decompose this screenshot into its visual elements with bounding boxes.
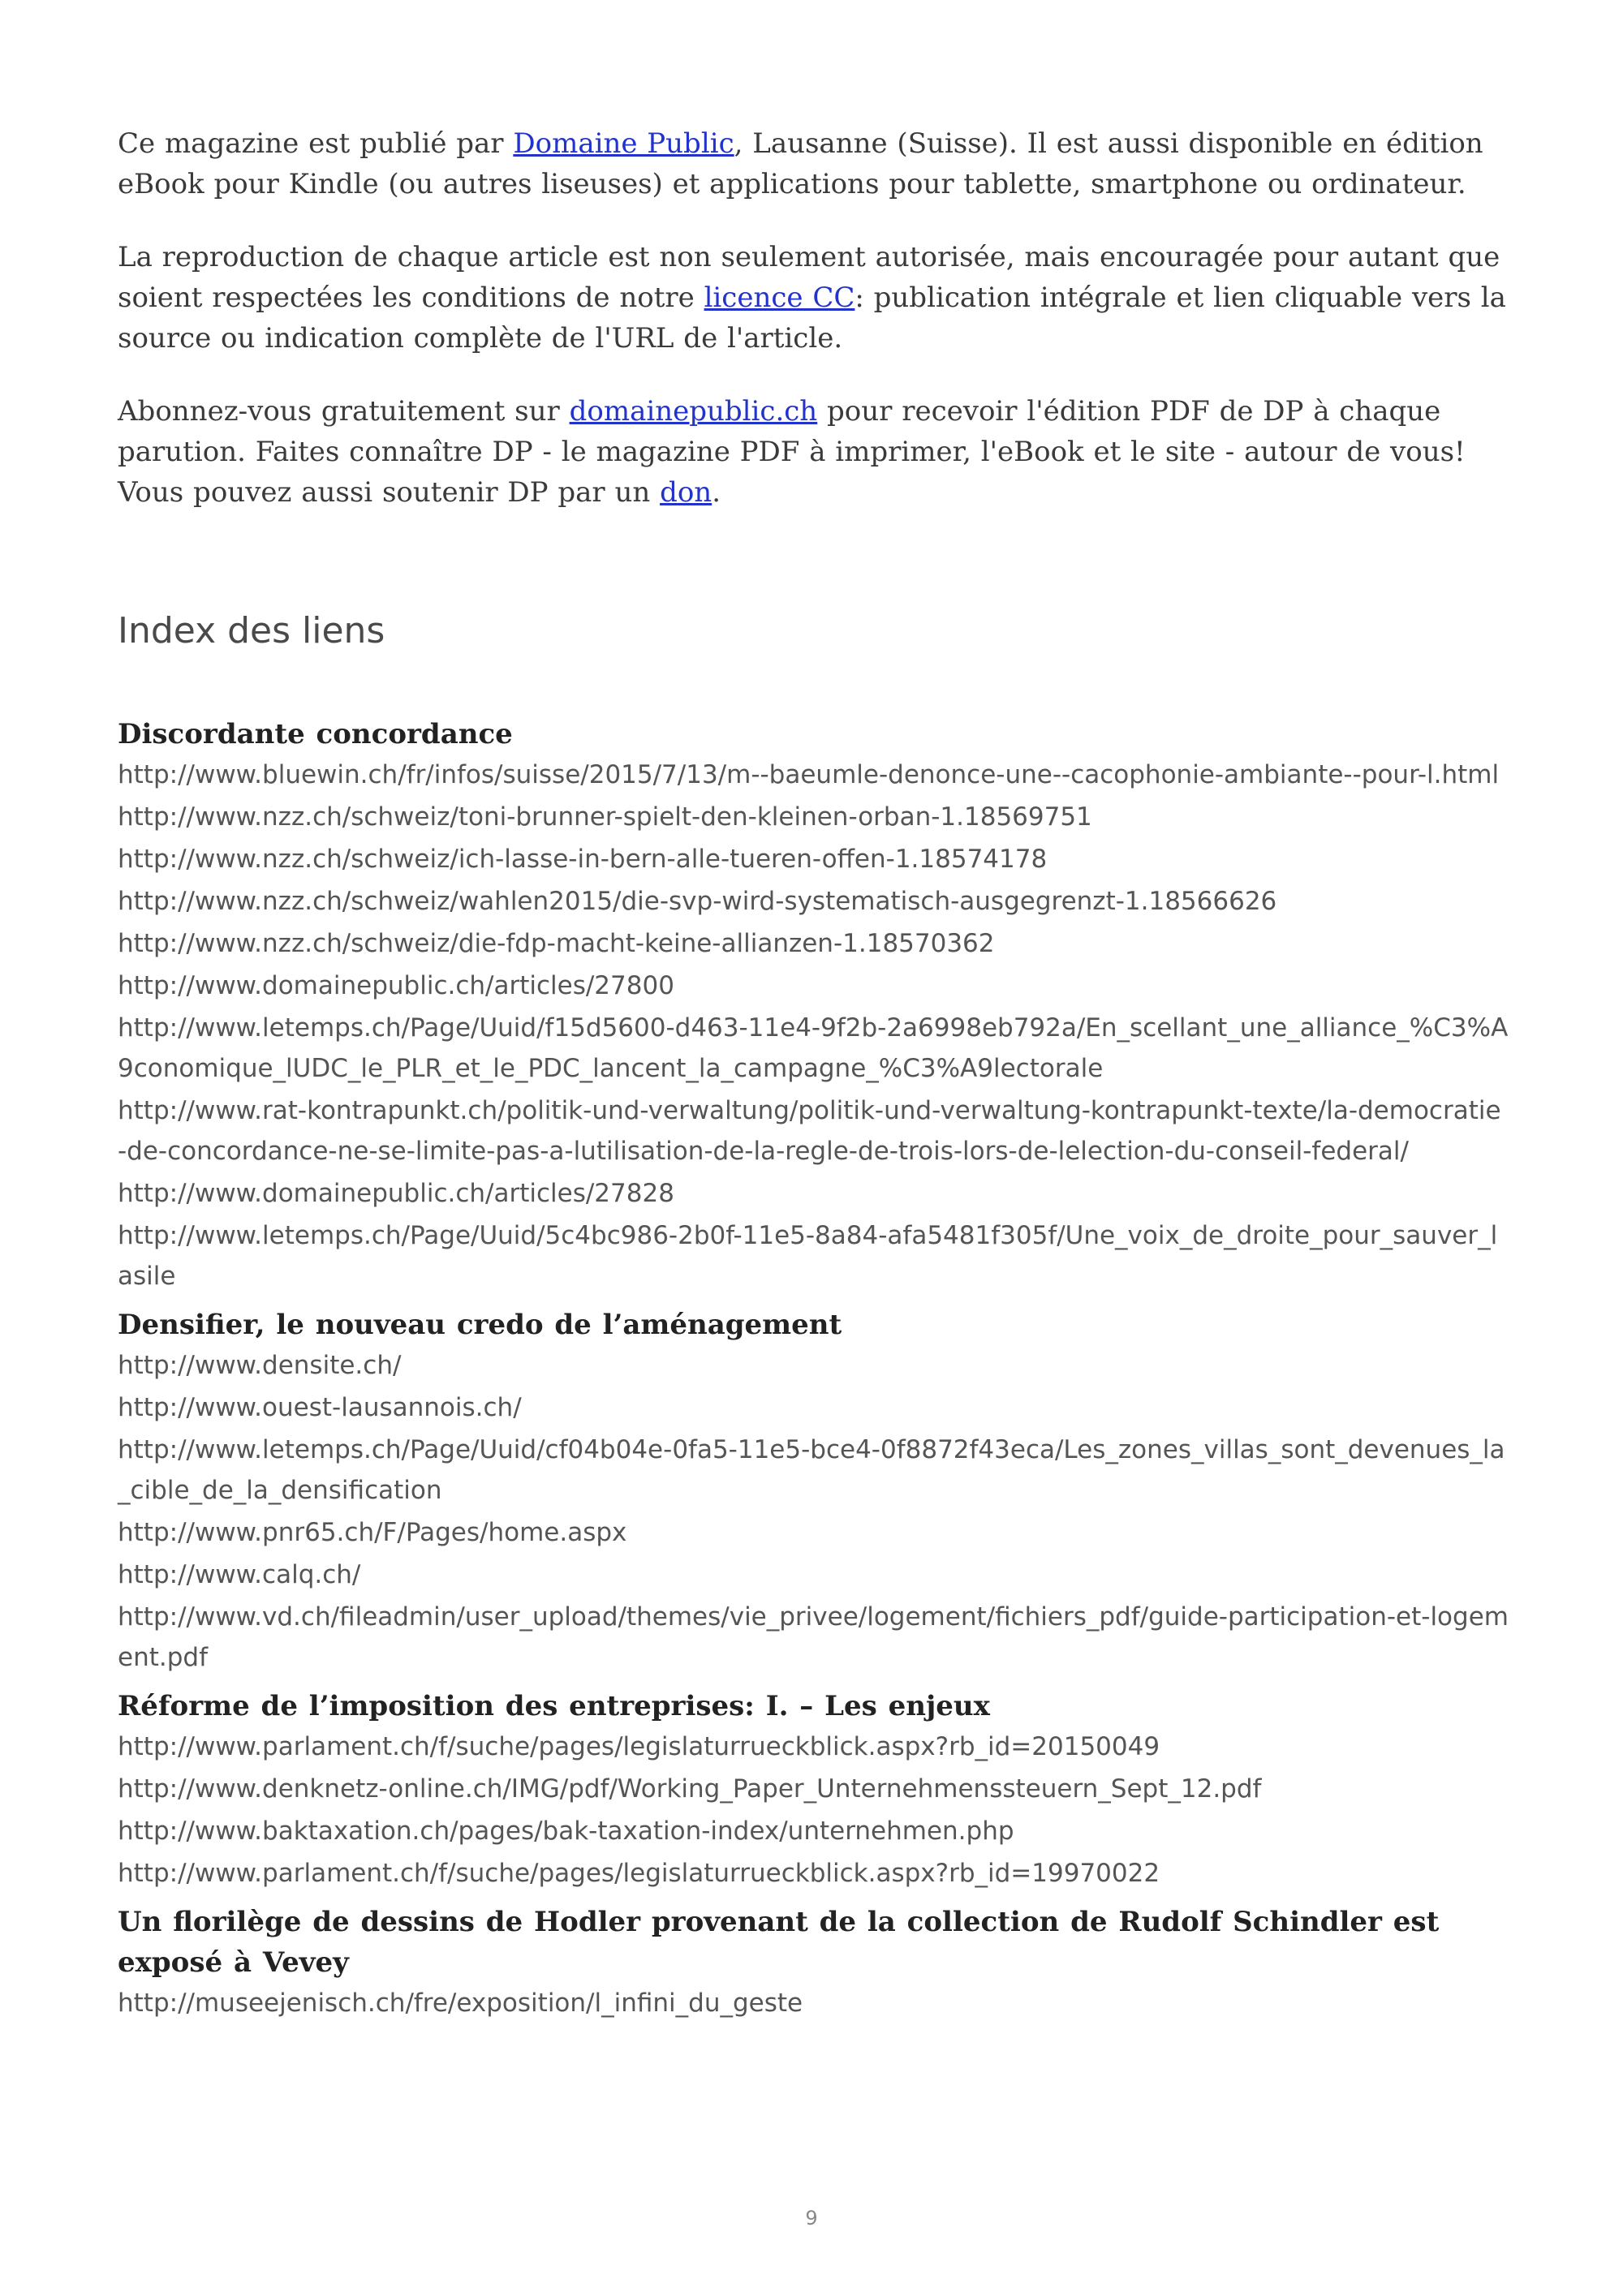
paragraph-text: .: [712, 476, 721, 509]
link-url[interactable]: http://www.parlament.ch/f/suche/pages/legislaturrueckblick.aspx?rb_id=20150049: [118, 1732, 1160, 1761]
link-index: [118, 714, 1509, 2023]
licence-cc-link[interactable]: licence CC: [704, 282, 855, 314]
paragraph-text: : publication intégrale et lien cliquable vers la source ou indication complète de l'URL de l'article.: [118, 282, 1506, 355]
paragraph-text: Ce magazine est publié par: [118, 127, 514, 160]
intro-paragraph-subscribe: [118, 391, 1509, 513]
link-url[interactable]: http://www.nzz.ch/schweiz/die-fdp-macht-keine-allianzen-1.18570362: [118, 929, 995, 958]
domaine-public-link[interactable]: Domaine Public: [513, 127, 734, 160]
section-title: Discordante concordance: [118, 718, 513, 750]
link-url[interactable]: http://www.domainepublic.ch/articles/27828: [118, 1179, 674, 1208]
link-url[interactable]: http://www.parlament.ch/f/suche/pages/legislaturrueckblick.aspx?rb_id=19970022: [118, 1859, 1160, 1888]
link-list: [118, 1983, 1509, 2023]
paragraph-text: pour recevoir l'édition PDF de DP à chaque parution. Faites connaître DP - le magazine PDF à imprimer, l'eBook et le site - autour de vous! Vous pouvez aussi soutenir DP par un: [118, 395, 1466, 509]
link-url[interactable]: http://www.baktaxation.ch/pages/bak-taxation-index/unternehmen.php: [118, 1817, 1014, 1846]
link-url[interactable]: http://www.letemps.ch/Page/Uuid/cf04b04e-0fa5-11e5-bce4-0f8872f43eca/Les_zones_villas_sont_devenues_la_cible_de_la_densification: [118, 1435, 1505, 1505]
link-url[interactable]: http://www.bluewin.ch/fr/infos/suisse/2015/7/13/m--baeumle-denonce-une--cacophonie-ambiante--pour-l.html: [118, 760, 1500, 789]
section-title: Réforme de l’imposition des entreprises: I. – Les enjeux: [118, 1690, 990, 1722]
donation-link[interactable]: don: [660, 476, 712, 509]
page-number: 9: [805, 2207, 818, 2229]
link-section: [118, 1305, 1509, 1678]
link-list: [118, 1726, 1509, 1894]
link-section: [118, 1686, 1509, 1894]
link-url[interactable]: http://www.calq.ch/: [118, 1560, 361, 1589]
link-list: [118, 1345, 1509, 1678]
index-heading: Index des liens: [118, 610, 385, 651]
section-title: Densifier, le nouveau credo de l’aménagement: [118, 1309, 842, 1341]
intro-paragraph-license: [118, 237, 1509, 359]
link-section: [118, 714, 1509, 1296]
link-url[interactable]: http://www.vd.ch/fileadmin/user_upload/themes/vie_privee/logement/fichiers_pdf/guide-participation-et-logement.pdf: [118, 1602, 1509, 1672]
link-url[interactable]: http://www.domainepublic.ch/articles/27800: [118, 971, 674, 1000]
section-title: Un florilège de dessins de Hodler provenant de la collection de Rudolf Schindler est exposé à Vevey: [118, 1906, 1440, 1979]
link-url[interactable]: http://museejenisch.ch/fre/exposition/l_infini_du_geste: [118, 1989, 803, 2018]
link-url[interactable]: http://www.denknetz-online.ch/IMG/pdf/Working_Paper_Unternehmenssteuern_Sept_12.pdf: [118, 1774, 1262, 1804]
paragraph-text: , Lausanne (Suisse). Il est aussi disponible en édition eBook pour Kindle (ou autres liseuses) et applications pour tablette, smartphone ou ordinateur.: [118, 127, 1483, 200]
paragraph-text: La reproduction de chaque article est non seulement autorisée, mais encouragée pour autant que soient respectées les conditions de notre: [118, 241, 1500, 314]
link-url[interactable]: http://www.ouest-lausannois.ch/: [118, 1393, 522, 1422]
link-url[interactable]: http://www.nzz.ch/schweiz/wahlen2015/die-svp-wird-systematisch-ausgegrenzt-1.18566626: [118, 887, 1277, 916]
link-url[interactable]: http://www.letemps.ch/Page/Uuid/5c4bc986-2b0f-11e5-8a84-afa5481f305f/Une_voix_de_droite_pour_sauver_lasile: [118, 1221, 1498, 1291]
domainepublic-link[interactable]: domainepublic.ch: [569, 395, 818, 428]
link-url[interactable]: http://www.letemps.ch/Page/Uuid/f15d5600-d463-11e4-9f2b-2a6998eb792a/En_scellant_une_alliance_%C3%A9conomique_lUDC_le_PLR_et_le_PDC_lancent_la_campagne_%C3%A9lectorale: [118, 1013, 1509, 1083]
link-list: [118, 755, 1509, 1296]
link-url[interactable]: http://www.nzz.ch/schweiz/toni-brunner-spielt-den-kleinen-orban-1.18569751: [118, 802, 1092, 832]
link-url[interactable]: http://www.pnr65.ch/F/Pages/home.aspx: [118, 1518, 627, 1547]
intro-paragraph-publisher: [118, 123, 1509, 204]
paragraph-text: Abonnez-vous gratuitement sur: [118, 395, 570, 428]
link-url[interactable]: http://www.densite.ch/: [118, 1351, 402, 1380]
link-section: [118, 1902, 1509, 2023]
link-url[interactable]: http://www.nzz.ch/schweiz/ich-lasse-in-bern-alle-tueren-offen-1.18574178: [118, 845, 1048, 874]
link-url[interactable]: http://www.rat-kontrapunkt.ch/politik-und-verwaltung/politik-und-verwaltung-kontrapunkt-texte/la-democratie-de-concordance-ne-se-limite-pas-a-lutilisation-de-la-regle-de-trois-lors-de-lelection-du-conseil-federal/: [118, 1096, 1501, 1166]
